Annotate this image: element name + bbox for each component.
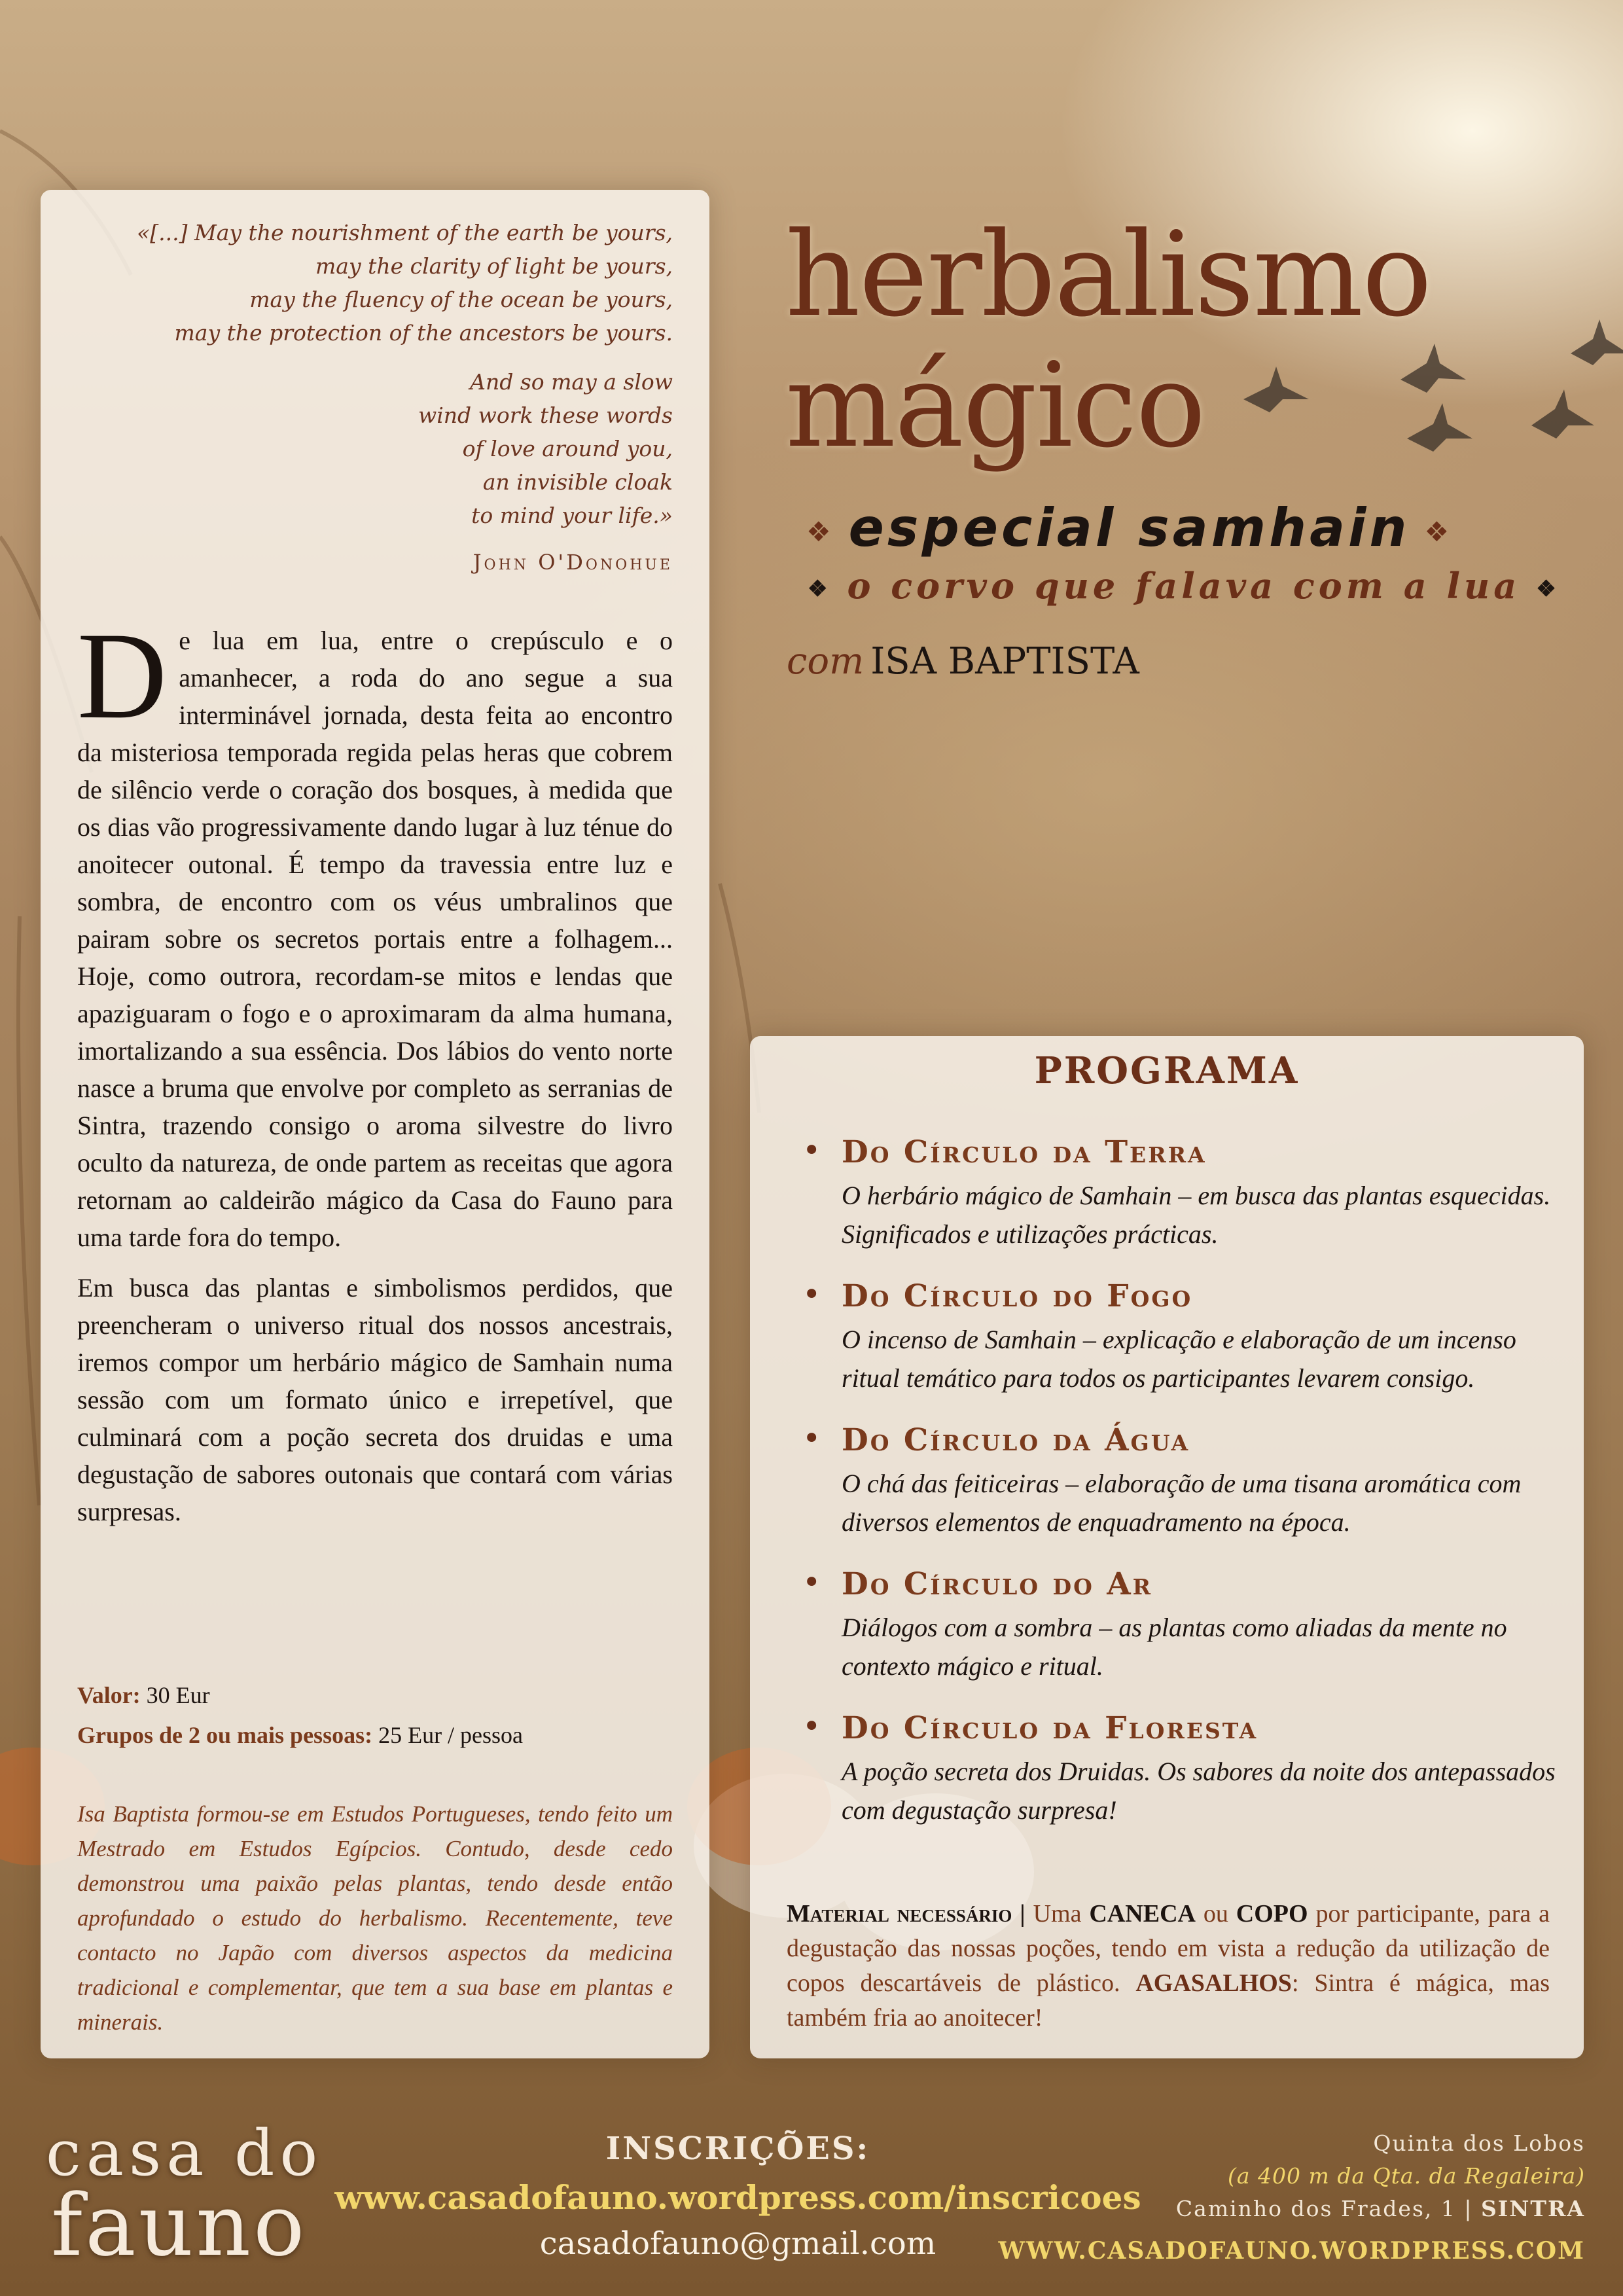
program-item: [797, 1132, 1563, 1253]
intro-paragraph-1: [77, 607, 673, 1256]
quote-line: wind work these words: [418, 403, 673, 428]
intro-paragraph-2: Em busca das plantas e simbolismos perdidos, que preencheram o universo ritual dos nossos ancestrais, iremos compor um herbário mágico de Samhain numa sessão com um formato único e irrepetível, que culminará com a poção secreta dos druidas e uma degustação de sabores outonais que contará com várias surpresas.: [77, 1273, 673, 1526]
group-price-label: Grupos de 2 ou mais pessoas:: [77, 1722, 373, 1748]
host-prefix: com: [787, 640, 865, 683]
material-label: Material necessário: [787, 1900, 1012, 1928]
ornament-icon: ❖: [1424, 515, 1453, 548]
event-subtitle: [792, 497, 1467, 558]
quote-line: an invisible cloak: [482, 469, 673, 495]
host-name: ISA BAPTISTA: [870, 640, 1139, 683]
quote-line: may the protection of the ancestors be yours.: [174, 320, 673, 346]
program-item: [797, 1420, 1563, 1541]
quote-line: may the clarity of light be yours,: [315, 253, 673, 279]
bullet-icon: •: [802, 1276, 821, 1313]
host-line: [787, 640, 1139, 683]
contact-email-link[interactable]: casadofauno@gmail.com: [539, 2225, 936, 2262]
address-note: (a 400 m da Qta. da Regaleira): [1228, 2163, 1585, 2189]
program-item-title: Do Círculo da Floresta: [842, 1710, 1258, 1746]
bullet-icon: •: [802, 1564, 821, 1601]
tagline-text: o corvo que falava com a lua: [847, 565, 1521, 607]
program-item: [797, 1276, 1563, 1397]
material-needed: [787, 1897, 1550, 2036]
program-item-desc: A poção secreta dos Druidas. Os sabores da noite dos antepassados com degustação surpresa!: [842, 1757, 1556, 1825]
ornament-icon: ❖: [1536, 575, 1560, 602]
program-item-desc: O herbário mágico de Samhain – em busca das plantas esquecidas. Significados e utilizações prácticas.: [842, 1181, 1551, 1249]
event-title: [785, 209, 1431, 471]
title-line-1: herbalismo: [785, 207, 1431, 342]
quote-line: And so may a slow: [470, 369, 673, 395]
quote-line: «[...] May the nourishment of the earth be yours,: [137, 220, 673, 245]
price-group: [77, 1715, 523, 1755]
program-panel: [750, 1036, 1584, 2058]
epigraph-stanza-1: [84, 216, 673, 350]
material-text: Uma: [1033, 1900, 1090, 1928]
quote-line: to mind your life.»: [471, 503, 673, 528]
program-item-title: Do Círculo do Fogo: [842, 1278, 1193, 1314]
price-value: 30 Eur: [146, 1682, 210, 1708]
material-text: : Sintra é mágica, mas também fria ao anoitecer!: [787, 1969, 1550, 2032]
address-separator: |: [1455, 2196, 1481, 2221]
subtitle-text: especial samhain: [848, 497, 1410, 558]
price-label: Valor:: [77, 1682, 141, 1708]
ornament-icon: ❖: [806, 515, 834, 548]
intro-text: [77, 607, 673, 1543]
program-item-title: Do Círculo da Terra: [842, 1134, 1207, 1170]
registration-link[interactable]: www.casadofauno.wordpress.com/inscricoes: [334, 2178, 1141, 2217]
program-item-title: Do Círculo da Água: [842, 1422, 1190, 1458]
address-city: SINTRA: [1480, 2196, 1585, 2221]
material-caneca: CANECA: [1089, 1900, 1196, 1928]
dropcap: D: [77, 607, 168, 745]
material-text: por participante, para a degustação das nossas poções, tendo em vista a redução da utilização de copos descartáveis de plástico.: [787, 1900, 1550, 1997]
ornament-icon: ❖: [808, 575, 832, 602]
website-link[interactable]: WWW.CASADOFAUNO.WORDPRESS.COM: [998, 2237, 1585, 2265]
registration-label: INSCRIÇÕES:: [605, 2130, 870, 2167]
program-item-desc: O incenso de Samhain – explicação e elaboração de um incenso ritual temático para todos os participantes levarem consigo.: [842, 1325, 1516, 1393]
logo-line-1: casa do: [46, 2117, 323, 2190]
program-item: [797, 1708, 1563, 1829]
host-bio: Isa Baptista formou-se em Estudos Portugueses, tendo feito um Mestrado em Estudos Egípcios. Contudo, desde cedo demonstrou uma paixão pelas plantas, tendo desde então aprofundado o estudo do herbalismo. Recentemente, teve contacto no Japão com diversos aspectos da medicina tradicional e complementar, que tem a sua base em plantas e minerais.: [77, 1801, 673, 2035]
material-agasalhos: AGASALHOS: [1135, 1969, 1292, 1997]
bullet-icon: •: [802, 1708, 821, 1745]
quote-line: of love around you,: [462, 436, 673, 461]
address-line: Quinta dos Lobos: [1373, 2130, 1585, 2156]
group-price-value: 25 Eur / pessoa: [378, 1722, 524, 1748]
bullet-icon: •: [802, 1420, 821, 1457]
event-tagline: [792, 565, 1576, 607]
bullet-icon: •: [802, 1132, 821, 1169]
logo-line-2: fauno: [51, 2176, 308, 2275]
material-separator: |: [1012, 1900, 1033, 1928]
title-line-2: mágico: [785, 338, 1205, 473]
quote-author: John O'Donohue: [473, 550, 673, 575]
address-street: Caminho dos Frades, 1: [1175, 2196, 1456, 2221]
pricing: [77, 1676, 523, 1755]
program-item-desc: O chá das feiticeiras – elaboração de uma tisana aromática com diversos elementos de enquadramento na época.: [842, 1469, 1522, 1537]
program-heading: PROGRAMA: [1034, 1049, 1300, 1092]
quote-line: may the fluency of the ocean be yours,: [249, 287, 673, 312]
intro-panel: [41, 190, 709, 2058]
program-item: [797, 1564, 1563, 1685]
material-text: ou: [1195, 1900, 1236, 1928]
program-list: [797, 1132, 1563, 1852]
epigraph-stanza-2: [84, 365, 673, 532]
program-item-desc: Diálogos com a sombra – as plantas como aliadas da mente no contexto mágico e ritual.: [842, 1613, 1507, 1681]
venue-address: [1176, 2127, 1585, 2225]
intro-paragraph-1-text: e lua em lua, entre o crepúsculo e o amanhecer, a roda do ano segue a sua interminável jornada, desta feita ao encontro da misteriosa temporada regida pelas heras que cobrem de silêncio verde o coração dos bosques, à medida que os dias vão progressivamente dando lugar à luz ténue do anoitecer outonal. É tempo da travessia entre luz e sombra, de encontro com os véus umbralinos que pairam sobre os secretos portais entre a folhagem... Hoje, como outrora, recordam-se mitos e lendas que apaziguaram o fogo e o aproximaram da alma humana, imortalizando a sua essência. Dos lábios do vento norte nasce a bruma que envolve por completo as serranias de Sintra, trazendo consigo o aroma silvestre do livro oculto da natureza, de onde partem as receitas que agora retornam ao caldeirão mágico da Casa do Fauno para uma tarde fora do tempo.: [77, 626, 673, 1252]
program-item-title: Do Círculo do Ar: [842, 1566, 1153, 1602]
price-single: [77, 1676, 523, 1715]
address-line: [1176, 2193, 1585, 2225]
material-copo: COPO: [1236, 1900, 1308, 1928]
